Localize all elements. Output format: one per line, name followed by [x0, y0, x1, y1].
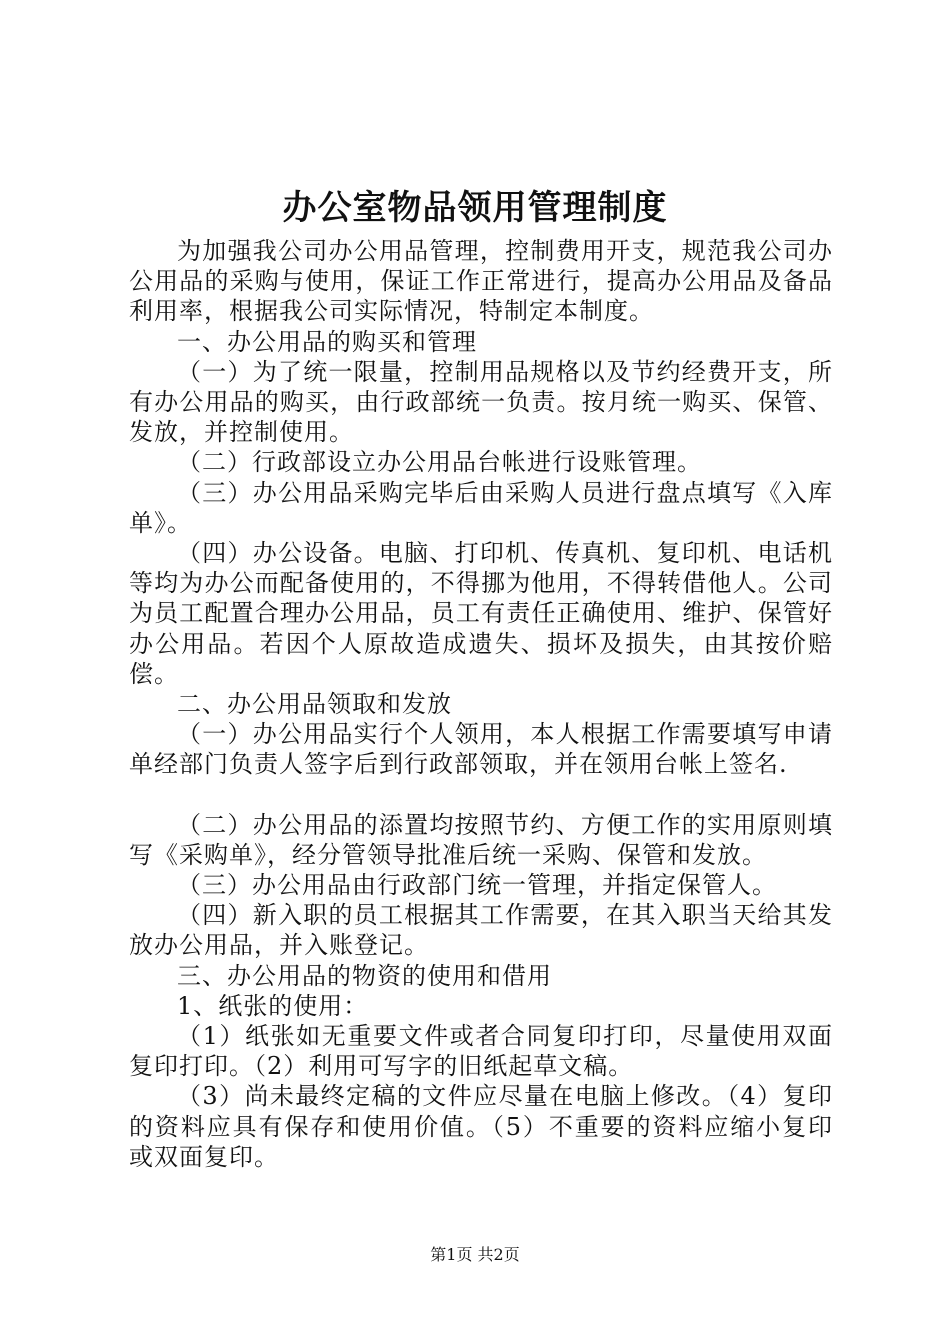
- paragraph: （3）尚未最终定稿的文件应尽量在电脑上修改。（4）复印的资料应具有保存和使用价值。（5）不重要的资料应缩小复印或双面复印。: [129, 1082, 833, 1171]
- section-heading-2: 二、办公用品领取和发放: [177, 690, 452, 719]
- paragraph: （三）办公用品采购完毕后由采购人员进行盘点填写《入库单》。: [129, 478, 833, 537]
- subsection-heading: 1、纸张的使用：: [177, 991, 369, 1020]
- paragraph: （四）新入职的员工根据其工作需要，在其入职当天给其发放办公用品，并入账登记。: [129, 901, 833, 960]
- paragraph: （二）办公用品的添置均按照节约、方便工作的实用原则填写《采购单》，经分管领导批准后统一采购、保管和发放。: [129, 810, 833, 869]
- paragraph: （二）行政部设立办公用品台帐进行设账管理。: [177, 448, 702, 477]
- paragraph: （1）纸张如无重要文件或者合同复印打印，尽量使用双面复印打印。（2）利用可写字的旧纸起草文稿。: [129, 1022, 833, 1081]
- document-body: [129, 236, 833, 1172]
- page-footer: 第1页 共2页: [430, 1245, 520, 1264]
- paragraph: （一）办公用品实行个人领用，本人根据工作需要填写申请单经部门负责人签字后到行政部领取，并在领用台帐上签名.: [129, 720, 833, 779]
- document-title: 办公室物品领用管理制度: [282, 188, 668, 228]
- section-heading-1: 一、办公用品的购买和管理: [177, 327, 477, 356]
- intro-paragraph: 为加强我公司办公用品管理，控制费用开支，规范我公司办公用品的采购与使用，保证工作正常进行，提高办公用品及备品利用率，根据我公司实际情况，特制定本制度。: [129, 237, 833, 326]
- section-heading-3: 三、办公用品的物资的使用和借用: [177, 961, 552, 990]
- paragraph: （三）办公用品由行政部门统一管理，并指定保管人。: [177, 871, 777, 900]
- paragraph: （四）办公设备。电脑、打印机、传真机、复印机、电话机等均为办公而配备使用的，不得挪为他用，不得转借他人。公司为员工配置合理办公用品，员工有责任正确使用、维护、保管好办公用品。若因个人原故造成遗失、损坏及损失，由其按价赔偿。: [129, 539, 833, 688]
- paragraph: （一）为了统一限量，控制用品规格以及节约经费开支，所有办公用品的购买，由行政部统一负责。按月统一购买、保管、发放，并控制使用。: [129, 357, 833, 447]
